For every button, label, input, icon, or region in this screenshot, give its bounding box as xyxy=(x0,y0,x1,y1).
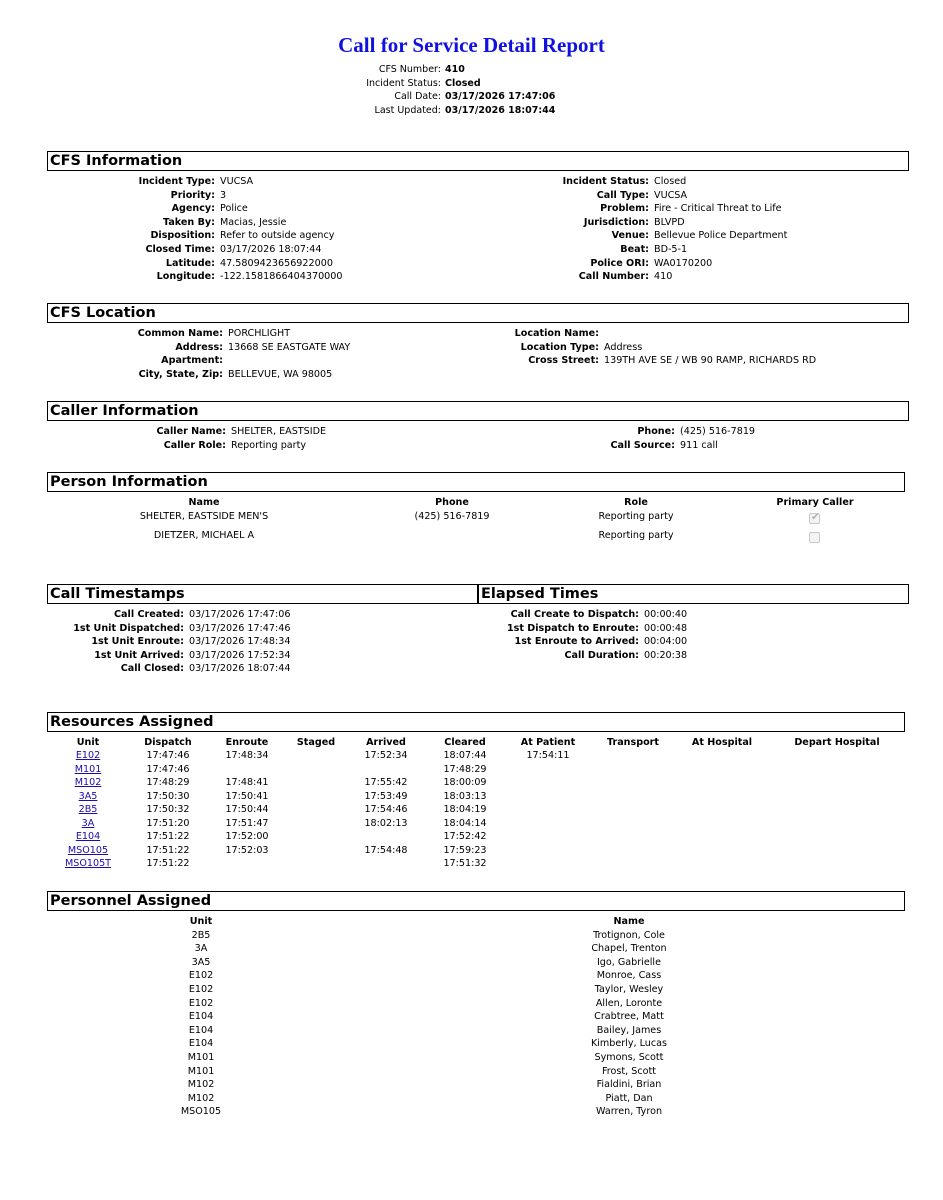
header-row xyxy=(0,78,943,91)
field-value: 3 xyxy=(220,189,227,201)
personnel-name: Warren, Tyron xyxy=(595,1106,663,1118)
column-header: Depart Hospital xyxy=(794,737,880,748)
field-label: Priority: xyxy=(170,189,215,201)
elapsed-times-heading: Elapsed Times xyxy=(478,584,909,604)
field-label: 1st Dispatch to Enroute: xyxy=(506,622,639,634)
report-title: Call for Service Detail Report xyxy=(338,33,605,57)
field-label: 1st Unit Dispatched: xyxy=(73,622,184,634)
person-role: Reporting party xyxy=(598,511,674,522)
personnel-unit: M102 xyxy=(187,1092,215,1104)
field-label: Disposition: xyxy=(150,230,215,242)
field-value: Bellevue Police Department xyxy=(654,230,788,242)
column-header: Phone xyxy=(435,497,469,508)
field-value: 911 call xyxy=(680,439,718,451)
field-row xyxy=(611,229,788,242)
unit-link[interactable]: MSO105T xyxy=(64,858,112,869)
unit-link[interactable]: 3A5 xyxy=(78,790,98,802)
field-value: Refer to outside agency xyxy=(220,230,335,242)
resource-time: 18:03:13 xyxy=(443,790,487,802)
unit-link[interactable]: MSO105 xyxy=(67,844,109,856)
field-row xyxy=(145,243,322,256)
field-row xyxy=(578,270,673,283)
personnel-name: Crabtree, Matt xyxy=(594,1011,664,1023)
column-header: Arrived xyxy=(366,737,406,748)
field-row xyxy=(564,649,688,662)
resources-assigned-heading: Resources Assigned xyxy=(47,712,905,732)
field-row xyxy=(138,175,254,188)
field-value: Closed xyxy=(654,176,687,187)
field-value: 00:00:40 xyxy=(644,609,688,620)
field-label: Cross Street: xyxy=(528,355,599,367)
field-row xyxy=(163,439,307,452)
personnel-unit: E104 xyxy=(188,1011,214,1023)
column-header: Role xyxy=(624,497,648,508)
header-value: 03/17/2026 18:07:44 xyxy=(445,105,556,116)
header-row xyxy=(0,105,943,118)
column-header: Transport xyxy=(606,737,659,748)
header-value: Closed xyxy=(445,78,481,89)
column-header: Primary Caller xyxy=(776,497,854,508)
field-row xyxy=(514,635,688,648)
header-value: 03/17/2026 17:47:06 xyxy=(445,91,556,102)
personnel-unit: 3A5 xyxy=(191,956,211,968)
personnel-unit: MSO105 xyxy=(180,1106,222,1118)
field-value: 47.5809423656922000 xyxy=(220,257,333,269)
field-row xyxy=(506,622,688,635)
field-value: WA0170200 xyxy=(654,257,713,269)
resource-time: 18:04:19 xyxy=(443,804,487,815)
field-label: Closed Time: xyxy=(145,244,215,255)
resource-time: 17:47:46 xyxy=(146,763,190,775)
resource-time: 17:53:49 xyxy=(364,790,408,802)
field-value: (425) 516-7819 xyxy=(680,426,756,437)
field-row xyxy=(583,216,685,229)
field-label: Problem: xyxy=(600,203,649,215)
column-header: Name xyxy=(188,497,220,508)
personnel-name: Monroe, Cass xyxy=(596,970,662,982)
person-name: SHELTER, EASTSIDE MEN'S xyxy=(139,511,269,522)
resource-time: 17:52:34 xyxy=(364,750,408,761)
personnel-name: Bailey, James xyxy=(596,1024,662,1036)
caller-information-heading: Caller Information xyxy=(47,401,909,421)
field-row xyxy=(156,425,327,438)
column-header: Enroute xyxy=(225,737,269,748)
header-row xyxy=(0,91,943,104)
resource-time: 17:54:48 xyxy=(364,844,408,856)
field-value: -122.1581866404370000 xyxy=(220,271,343,283)
cfs-information-heading: CFS Information xyxy=(47,151,909,171)
field-label: Beat: xyxy=(620,244,649,255)
column-header: Name xyxy=(613,916,645,927)
field-value: Police xyxy=(220,203,248,215)
resource-time: 17:54:11 xyxy=(526,750,570,761)
personnel-unit: M102 xyxy=(187,1079,215,1091)
field-value: 03/17/2026 17:48:34 xyxy=(189,636,291,648)
resource-time: 18:07:44 xyxy=(443,750,487,761)
unit-link[interactable]: 2B5 xyxy=(78,804,98,815)
field-label: Taken By: xyxy=(163,216,215,228)
field-row xyxy=(91,635,291,648)
field-row xyxy=(510,608,688,621)
field-value: 03/17/2026 18:07:44 xyxy=(220,244,322,255)
person-phone: (425) 516-7819 xyxy=(414,511,490,522)
field-label: Call Source: xyxy=(610,439,675,451)
field-row xyxy=(120,662,291,675)
field-label: Incident Type: xyxy=(138,176,215,187)
field-value: Macias, Jessie xyxy=(220,216,287,228)
unit-link[interactable]: E102 xyxy=(75,750,101,761)
field-value: VUCSA xyxy=(654,189,688,201)
resource-time: 17:48:29 xyxy=(443,763,487,775)
field-label: Longitude: xyxy=(156,271,215,283)
column-header: At Patient xyxy=(520,737,576,748)
resource-time: 17:52:03 xyxy=(225,844,269,856)
field-value: Reporting party xyxy=(231,439,307,451)
personnel-unit: 3A xyxy=(194,943,208,955)
call-timestamps-heading: Call Timestamps xyxy=(47,584,478,604)
field-row xyxy=(165,257,333,270)
field-label: 1st Enroute to Arrived: xyxy=(514,636,639,648)
personnel-unit: E104 xyxy=(188,1024,214,1036)
field-value: 410 xyxy=(654,271,673,283)
field-row xyxy=(73,622,291,635)
field-label: Caller Name: xyxy=(156,426,226,437)
field-row xyxy=(610,439,718,452)
resource-time: 17:51:22 xyxy=(146,831,190,842)
resource-time: 17:52:42 xyxy=(443,831,487,842)
personnel-assigned-heading: Personnel Assigned xyxy=(47,891,905,911)
unit-link[interactable]: E104 xyxy=(75,831,101,842)
personnel-name: Trotignon, Cole xyxy=(593,929,665,941)
field-row xyxy=(137,327,291,340)
field-row xyxy=(620,243,688,256)
field-value: BLVPD xyxy=(654,216,685,228)
personnel-name: Piatt, Dan xyxy=(605,1092,653,1104)
resource-time: 17:47:46 xyxy=(146,750,190,761)
header-value: 410 xyxy=(445,64,465,75)
person-information-heading: Person Information xyxy=(47,472,905,492)
personnel-unit: E102 xyxy=(188,983,214,995)
field-label: Call Type: xyxy=(596,189,649,201)
field-label: Venue: xyxy=(611,230,649,242)
field-row xyxy=(94,649,291,662)
personnel-name: Kimberly, Lucas xyxy=(590,1038,668,1050)
personnel-unit: E104 xyxy=(188,1038,214,1050)
resource-time: 17:55:42 xyxy=(364,777,408,788)
primary-caller-checkbox xyxy=(809,513,820,524)
field-value: 03/17/2026 18:07:44 xyxy=(189,663,291,675)
field-value: BELLEVUE, WA 98005 xyxy=(228,368,333,380)
header-label: Incident Status: xyxy=(366,78,441,89)
field-value: 03/17/2026 17:52:34 xyxy=(189,649,291,661)
field-label: Location Name: xyxy=(514,328,599,339)
field-value: VUCSA xyxy=(220,176,254,187)
header-row xyxy=(0,64,943,77)
field-value: 03/17/2026 17:47:06 xyxy=(189,609,291,620)
field-row xyxy=(170,189,227,202)
column-header: Dispatch xyxy=(144,737,192,748)
field-value: Address xyxy=(604,341,643,353)
field-value: PORCHLIGHT xyxy=(228,328,291,339)
field-label: Incident Status: xyxy=(562,176,649,187)
header-label: CFS Number: xyxy=(378,64,441,75)
column-header: Staged xyxy=(296,737,336,748)
column-header: Unit xyxy=(189,916,213,927)
column-header: Cleared xyxy=(444,737,486,748)
field-row xyxy=(150,229,335,242)
field-label: 1st Unit Enroute: xyxy=(91,636,184,648)
resource-time: 17:50:44 xyxy=(225,804,269,815)
resource-time: 18:02:13 xyxy=(364,817,408,829)
field-row xyxy=(637,425,756,438)
field-value: 00:20:38 xyxy=(644,649,688,661)
resource-time: 17:48:34 xyxy=(225,750,269,761)
resource-time: 18:04:14 xyxy=(443,817,487,829)
field-row xyxy=(114,608,291,621)
resource-time: 17:51:20 xyxy=(146,817,190,829)
resource-time: 17:51:47 xyxy=(225,817,269,829)
personnel-name: Fialdini, Brian xyxy=(596,1079,662,1091)
checkmark-icon: ✔ xyxy=(811,512,820,523)
field-row xyxy=(138,368,333,381)
resource-time: 17:54:46 xyxy=(364,804,408,815)
field-label: Latitude: xyxy=(165,257,215,269)
field-value: 00:00:48 xyxy=(644,622,688,634)
field-row xyxy=(171,202,248,215)
field-row xyxy=(156,270,343,283)
personnel-name: Symons, Scott xyxy=(594,1051,664,1063)
primary-caller-checkbox xyxy=(809,532,820,543)
field-label: Police ORI: xyxy=(590,257,649,269)
field-value: 139TH AVE SE / WB 90 RAMP, RICHARDS RD xyxy=(604,355,817,367)
field-label: Apartment: xyxy=(161,355,223,367)
person-name: DIETZER, MICHAEL A xyxy=(153,530,255,541)
personnel-name: Frost, Scott xyxy=(601,1065,657,1077)
resource-time: 17:51:22 xyxy=(146,844,190,856)
field-label: Call Closed: xyxy=(120,663,184,675)
cfs-location-heading: CFS Location xyxy=(47,303,909,323)
field-row xyxy=(562,175,687,188)
resource-time: 18:00:09 xyxy=(443,777,487,788)
personnel-unit: M101 xyxy=(187,1051,215,1063)
header-label: Last Updated: xyxy=(374,105,441,116)
personnel-name: Taylor, Wesley xyxy=(594,983,664,995)
field-label: Address: xyxy=(175,341,223,353)
resource-time: 17:51:22 xyxy=(146,858,190,869)
field-row xyxy=(520,341,643,354)
personnel-name: Chapel, Trenton xyxy=(591,943,667,955)
personnel-name: Allen, Loronte xyxy=(595,997,663,1009)
field-label: 1st Unit Arrived: xyxy=(94,649,184,661)
field-value: SHELTER, EASTSIDE xyxy=(231,426,327,437)
resource-time: 17:50:41 xyxy=(225,790,269,802)
personnel-unit: E102 xyxy=(188,997,214,1009)
field-label: Call Create to Dispatch: xyxy=(510,609,639,620)
field-value: 03/17/2026 17:47:46 xyxy=(189,622,291,634)
field-label: Call Number: xyxy=(578,271,649,283)
field-row xyxy=(175,341,351,354)
personnel-unit: 2B5 xyxy=(191,929,211,941)
personnel-name: Igo, Gabrielle xyxy=(596,956,662,968)
personnel-unit: M101 xyxy=(187,1065,215,1077)
resource-time: 17:50:30 xyxy=(146,790,190,802)
resource-time: 17:50:32 xyxy=(146,804,190,815)
resource-time: 17:48:41 xyxy=(225,777,269,788)
resource-time: 17:51:32 xyxy=(443,858,487,869)
resource-time: 17:48:29 xyxy=(146,777,190,788)
field-label: City, State, Zip: xyxy=(138,368,223,380)
field-value: 00:04:00 xyxy=(644,636,688,648)
unit-link[interactable]: M102 xyxy=(74,777,102,788)
column-header: At Hospital xyxy=(691,737,753,748)
field-row xyxy=(596,189,688,202)
field-value: Fire - Critical Threat to Life xyxy=(654,203,782,215)
field-label: Location Type: xyxy=(520,341,599,353)
column-header: Unit xyxy=(76,737,100,748)
personnel-unit: E102 xyxy=(188,970,214,982)
field-row xyxy=(600,202,782,215)
field-label: Caller Role: xyxy=(163,439,226,451)
resource-time: 17:59:23 xyxy=(443,844,487,856)
field-label: Common Name: xyxy=(137,328,223,339)
unit-link[interactable]: 3A xyxy=(81,817,95,829)
person-role: Reporting party xyxy=(598,530,674,541)
field-row xyxy=(528,354,817,367)
field-label: Call Created: xyxy=(114,609,184,620)
unit-link[interactable]: M101 xyxy=(74,763,102,775)
field-row xyxy=(163,216,287,229)
field-value: BD-5-1 xyxy=(654,244,688,255)
field-row xyxy=(590,257,713,270)
header-label: Call Date: xyxy=(394,91,441,102)
field-label: Jurisdiction: xyxy=(583,216,649,228)
field-label: Call Duration: xyxy=(564,649,639,661)
resource-time: 17:52:00 xyxy=(225,831,269,842)
field-label: Phone: xyxy=(637,426,675,437)
field-label: Agency: xyxy=(171,203,215,215)
field-value: 13668 SE EASTGATE WAY xyxy=(228,341,351,353)
